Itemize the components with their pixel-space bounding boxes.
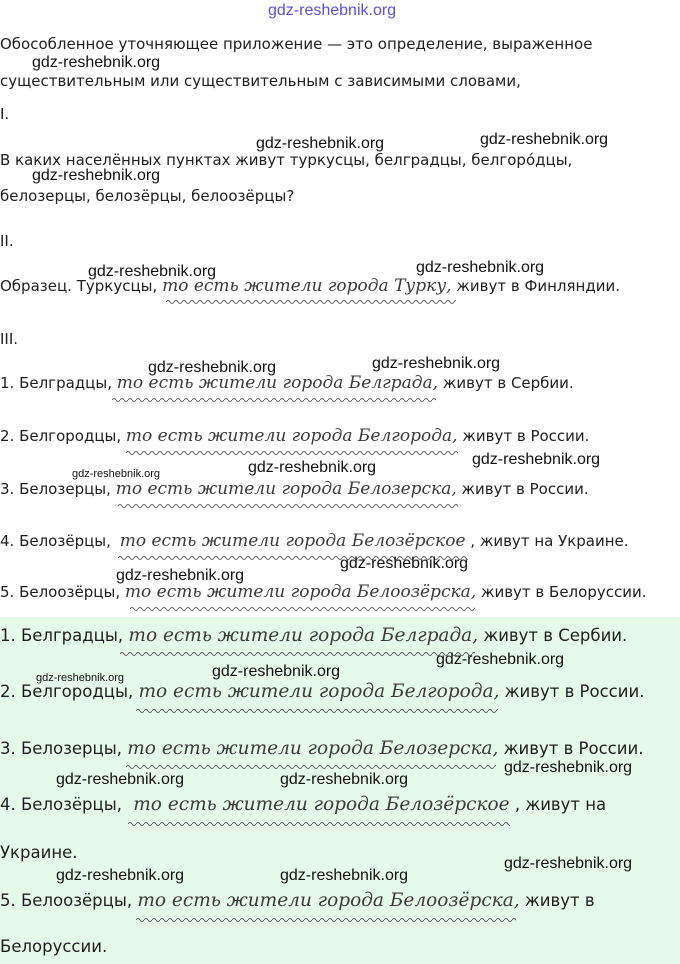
answer-sentence-2: 2. Белгородцы, то есть жители города Белгорода, живут в России. bbox=[0, 681, 645, 702]
watermark: gdz-reshebnik.org bbox=[280, 867, 409, 884]
section-1-number: I. bbox=[0, 105, 10, 123]
appositive: то есть жители города Белгорода, bbox=[125, 426, 458, 446]
answer-sentence-4-wrap: Украине. bbox=[0, 843, 78, 862]
answer-sentence-4: 4. Белозёрцы, то есть жители города Белозёрское , живут на bbox=[0, 794, 607, 815]
question-line-1: В каких населённых пунктах живут туркусцы, белградцы, белгоро́дцы, bbox=[0, 151, 573, 169]
task-sentence-5: 5. Белоозёрцы, то есть жители города Белоозёрска, живут в Белоруссии. bbox=[0, 582, 647, 602]
wavy-underline bbox=[130, 605, 475, 613]
answer-sentence-5-wrap: Белоруссии. bbox=[0, 937, 108, 956]
watermark: gdz-reshebnik.org bbox=[340, 555, 469, 572]
example-tail: живут в Финляндии. bbox=[456, 277, 620, 295]
appositive: то есть жители города Белоозёрска, bbox=[137, 890, 520, 911]
question-line-2: белозерцы, белозёрцы, белоозёрцы? bbox=[0, 187, 295, 205]
watermark: gdz-reshebnik.org bbox=[248, 459, 377, 476]
watermark: gdz-reshebnik.org bbox=[212, 663, 341, 680]
example-appositive: то есть жители города Турку, bbox=[162, 276, 452, 296]
appositive: то есть жители города Белграда, bbox=[116, 373, 439, 393]
watermark: gdz-reshebnik.org bbox=[256, 135, 385, 152]
wavy-underline bbox=[120, 650, 475, 658]
watermark: gdz-reshebnik.org bbox=[416, 259, 545, 276]
watermark: gdz-reshebnik.org bbox=[472, 451, 601, 468]
header-watermark: gdz-reshebnik.org bbox=[268, 2, 397, 19]
section-3-number: III. bbox=[0, 330, 19, 348]
answer-sentence-1: 1. Белградцы, то есть жители города Белграда, живут в Сербии. bbox=[0, 625, 628, 646]
appositive: то есть жители города Белграда, bbox=[128, 625, 479, 646]
wavy-underline bbox=[126, 449, 458, 457]
example-wavy-underline bbox=[166, 298, 456, 306]
wavy-underline bbox=[126, 763, 496, 771]
watermark: gdz-reshebnik.org bbox=[504, 759, 633, 776]
answer-sentence-5: 5. Белоозёрцы, то есть жители города Белоозёрска, живут в bbox=[0, 890, 595, 911]
watermark: gdz-reshebnik.org bbox=[88, 263, 217, 280]
watermark: gdz-reshebnik.org bbox=[148, 359, 277, 376]
answer-sentence-3: 3. Белозерцы, то есть жители города Белозерска, живут в России. bbox=[0, 738, 644, 759]
wavy-underline bbox=[128, 820, 510, 828]
watermark: gdz-reshebnik.org bbox=[280, 771, 409, 788]
appositive: то есть жители города Белозерска, bbox=[127, 738, 499, 759]
task-sentence-1: 1. Белградцы, то есть жители города Белграда, живут в Сербии. bbox=[0, 373, 574, 393]
watermark: gdz-reshebnik.org bbox=[480, 131, 609, 148]
watermark: gdz-reshebnik.org bbox=[504, 855, 633, 872]
wavy-underline bbox=[112, 396, 436, 404]
watermark: gdz-reshebnik.org bbox=[116, 567, 245, 584]
task-sentence-4: 4. Белозёрцы, то есть жители города Белозёрское , живут на Украине. bbox=[0, 531, 629, 551]
intro-line-2: существительным или существительным с зависимыми словами, bbox=[0, 72, 521, 90]
watermark: gdz-reshebnik.org bbox=[56, 771, 185, 788]
appositive: то есть жители города Белозерска, bbox=[115, 479, 457, 499]
watermark: gdz-reshebnik.org bbox=[372, 355, 501, 372]
watermark: gdz-reshebnik.org bbox=[32, 54, 161, 71]
task-sentence-3: 3. Белозерцы, то есть жители города Белозерска, живут в России. bbox=[0, 479, 589, 499]
watermark: gdz-reshebnik.org bbox=[36, 672, 125, 684]
appositive: то есть жители города Белозёрское bbox=[133, 794, 510, 815]
watermark: gdz-reshebnik.org bbox=[32, 167, 161, 184]
task-sentence-2: 2. Белгородцы, то есть жители города Белгорода, живут в России. bbox=[0, 426, 590, 446]
appositive: то есть жители города Белгорода, bbox=[138, 681, 500, 702]
wavy-underline bbox=[136, 916, 516, 924]
wavy-underline bbox=[136, 707, 498, 715]
appositive: то есть жители города Белоозёрска, bbox=[124, 582, 477, 602]
watermark: gdz-reshebnik.org bbox=[436, 651, 565, 668]
appositive: то есть жители города Белозёрское bbox=[119, 531, 466, 551]
example-lead: Образец. Туркусцы, bbox=[0, 277, 158, 295]
watermark: gdz-reshebnik.org bbox=[72, 468, 161, 480]
wavy-underline bbox=[118, 502, 458, 510]
intro-line-1: Обособленное уточняющее приложение — это определение, выраженное bbox=[0, 35, 593, 53]
section-2-number: II. bbox=[0, 232, 14, 250]
watermark: gdz-reshebnik.org bbox=[56, 867, 185, 884]
